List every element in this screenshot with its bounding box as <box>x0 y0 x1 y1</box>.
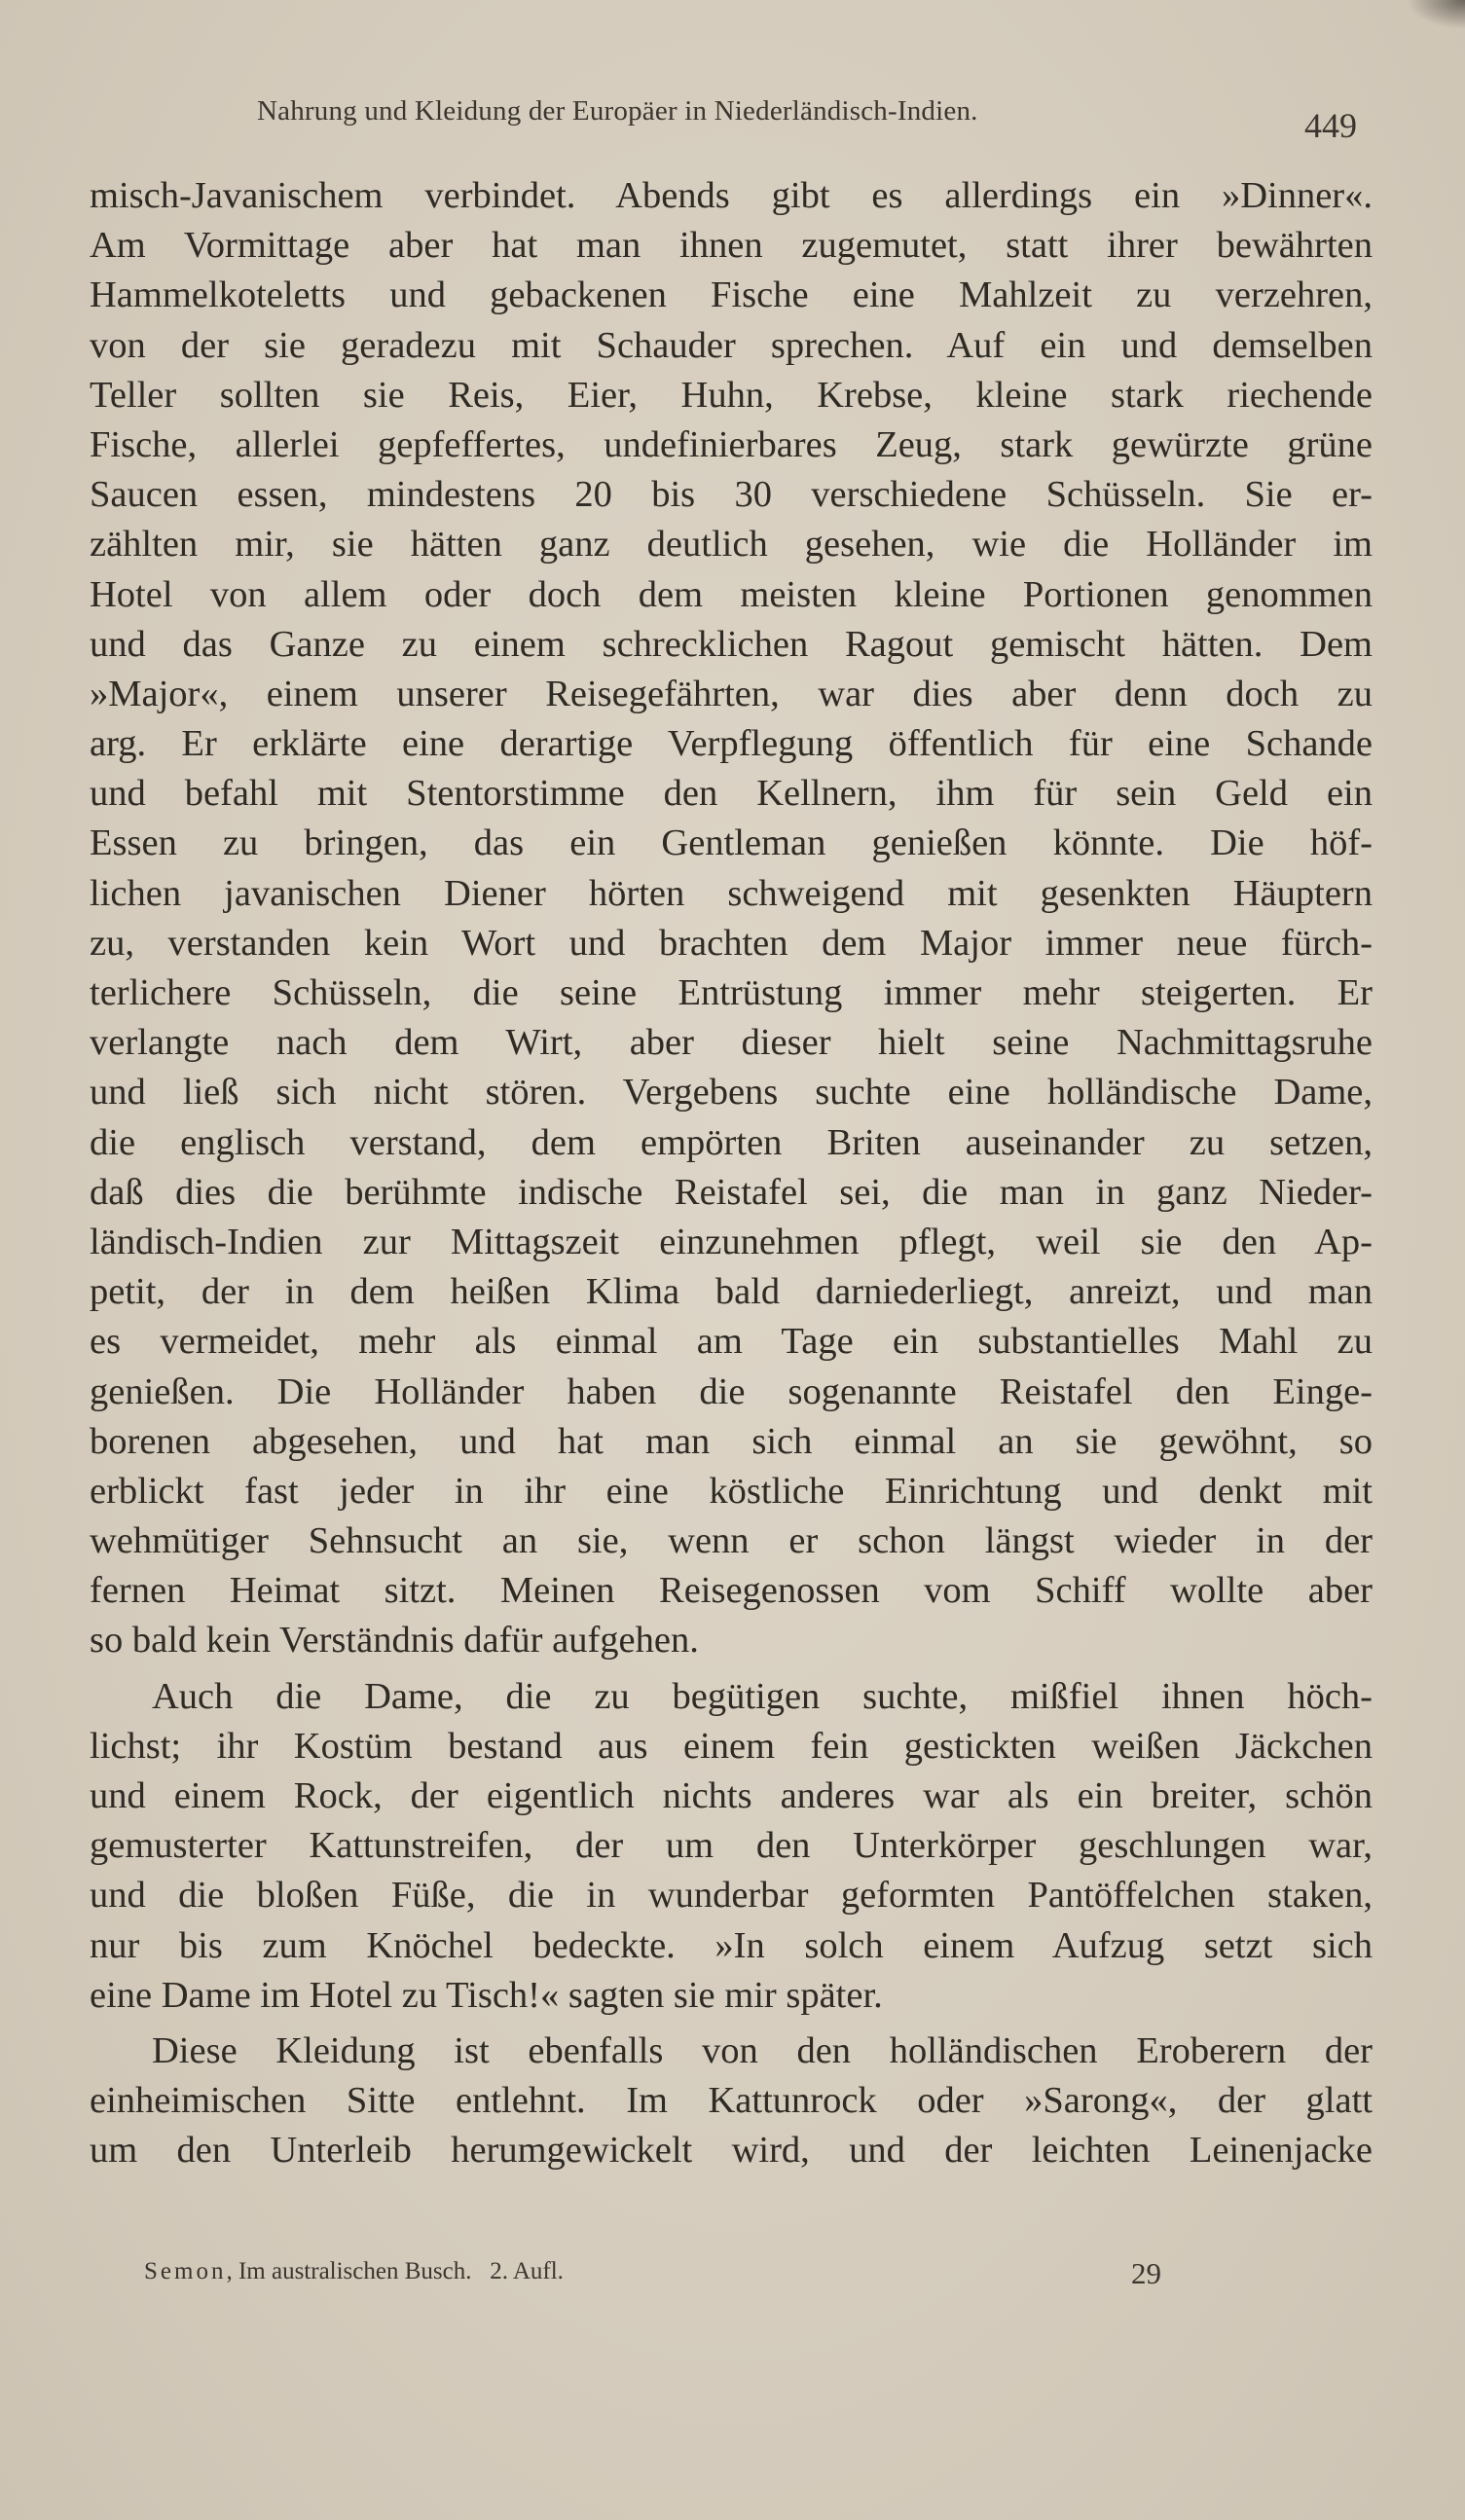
text-line: Saucen essen, mindestens 20 bis 30 verschiedene Schüsseln. Sie er- <box>90 474 1373 516</box>
text-line: zu, verstanden kein Wort und brachten dem Major immer neue fürch- <box>90 922 1373 964</box>
text-line: Am Vormittage aber hat man ihnen zugemutet, statt ihrer bewährten <box>90 225 1373 267</box>
text-line: Fische, allerlei gepfeffertes, undefinierbares Zeug, stark gewürzte grüne <box>90 423 1373 465</box>
text-line: ländisch-Indien zur Mittagszeit einzunehmen pflegt, weil sie den Ap- <box>90 1221 1373 1262</box>
text-line: Diese Kleidung ist ebenfalls von den holländischen Eroberern der <box>152 2029 1373 2071</box>
text-line: nur bis zum Knöchel bedeckte. »In solch einem Aufzug setzt sich <box>90 1924 1373 1966</box>
text-line: um den Unterleib herumgewickelt wird, und der leichten Leinenjacke <box>90 2130 1373 2172</box>
page-corner-shadow <box>1407 0 1465 29</box>
footer-author: Semon <box>144 2258 227 2284</box>
text-line: und das Ganze zu einem schrecklichen Ragout gemischt hätten. Dem <box>90 623 1373 665</box>
text-line: verlangte nach dem Wirt, aber dieser hielt seine Nachmittagsruhe <box>90 1022 1373 1064</box>
text-line: misch-Javanischem verbindet. Abends gibt es allerdings ein »Dinner«. <box>90 175 1373 216</box>
text-line: petit, der in dem heißen Klima bald darniederliegt, anreizt, und man <box>90 1271 1373 1313</box>
text-line: Hammelkoteletts und gebackenen Fische eine Mahlzeit zu verzehren, <box>90 274 1373 316</box>
page-number: 449 <box>1304 106 1357 145</box>
text-line: und befahl mit Stentorstimme den Kellnern, ihm für sein Geld ein <box>90 773 1373 815</box>
text-line: Teller sollten sie Reis, Eier, Huhn, Krebse, kleine stark riechende <box>90 374 1373 416</box>
text-line: daß dies die berühmte indische Reistafel sei, die man in ganz Nieder- <box>90 1171 1373 1213</box>
footer-book-title: Im australischen Busch. <box>238 2258 472 2284</box>
text-line: und die bloßen Füße, die in wunderbar geformten Pantöffelchen staken, <box>90 1875 1373 1917</box>
text-line: so bald kein Verständnis dafür aufgehen. <box>90 1620 699 1662</box>
text-line: lichst; ihr Kostüm bestand aus einem fein gestickten weißen Jäckchen <box>90 1725 1373 1767</box>
text-line: Hotel von allem oder doch dem meisten kleine Portionen genommen <box>90 573 1373 615</box>
body-text <box>90 171 1373 2176</box>
text-line: zählten mir, sie hätten ganz deutlich gesehen, wie die Holländer im <box>90 524 1373 566</box>
text-line: »Major«, einem unserer Reisegefährten, war dies aber denn doch zu <box>90 673 1373 714</box>
text-line: und einem Rock, der eigentlich nichts anderes war als ein breiter, schön <box>90 1775 1373 1816</box>
text-line: die englisch verstand, dem empörten Briten auseinander zu setzen, <box>90 1121 1373 1163</box>
signature-mark: 29 <box>1131 2256 1161 2290</box>
text-line: fernen Heimat sitzt. Meinen Reisegenossen vom Schiff wollte aber <box>90 1570 1373 1612</box>
text-line: einheimischen Sitte entlehnt. Im Kattunrock oder »Sarong«, der glatt <box>90 2080 1373 2122</box>
running-title: Nahrung und Kleidung der Europäer in Niederländisch-Indien. <box>257 95 978 127</box>
text-line: eine Dame im Hotel zu Tisch!« sagten sie mir später. <box>90 1974 883 2016</box>
text-line: gemusterter Kattunstreifen, der um den Unterkörper geschlungen war, <box>90 1825 1373 1867</box>
text-line: borenen abgesehen, und hat man sich einmal an sie gewöhnt, so <box>90 1420 1373 1462</box>
text-line: terlichere Schüsseln, die seine Entrüstung immer mehr steigerten. Er <box>90 972 1373 1013</box>
footer-edition: 2. Aufl. <box>490 2258 564 2284</box>
text-line: lichen javanischen Diener hörten schweigend mit gesenkten Häuptern <box>90 872 1373 914</box>
text-line: erblickt fast jeder in ihr eine köstliche Einrichtung und denkt mit <box>90 1470 1373 1512</box>
text-line: arg. Er erklärte eine derartige Verpflegung öffentlich für eine Schande <box>90 723 1373 765</box>
text-line: Essen zu bringen, das ein Gentleman genießen könnte. Die höf- <box>90 822 1373 864</box>
text-line: Auch die Dame, die zu begütigen suchte, mißfiel ihnen höch- <box>152 1675 1373 1717</box>
text-line: genießen. Die Holländer haben die sogenannte Reistafel den Einge- <box>90 1370 1373 1412</box>
text-line: und ließ sich nicht stören. Vergebens suchte eine holländische Dame, <box>90 1072 1373 1114</box>
text-line: wehmütiger Sehnsucht an sie, wenn er schon längst wieder in der <box>90 1520 1373 1562</box>
text-line: von der sie geradezu mit Schauder sprechen. Auf ein und demselben <box>90 324 1373 366</box>
footer-citation: Semon, Im australischen Busch. 2. Aufl. <box>144 2258 564 2284</box>
text-line: es vermeidet, mehr als einmal am Tage ein substantielles Mahl zu <box>90 1321 1373 1363</box>
